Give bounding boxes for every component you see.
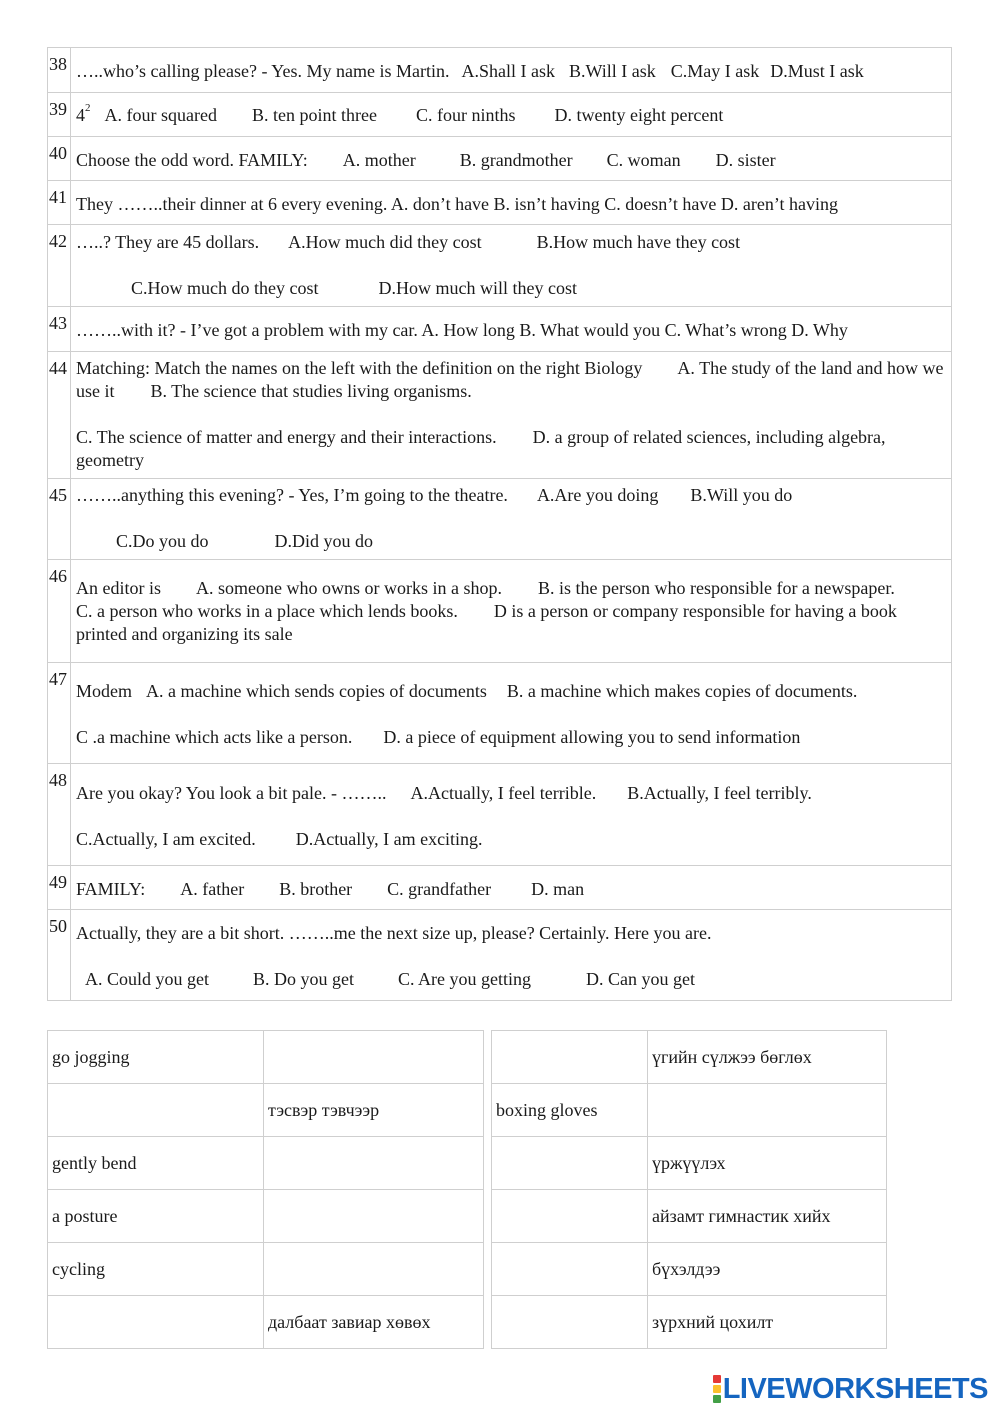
answer-option: D. man xyxy=(531,879,585,899)
question-text xyxy=(71,48,952,93)
question-stem: They ……..their dinner at 6 every evening. A. don’t have B. isn’t having C. doesn’t have D. aren’t having xyxy=(76,194,839,214)
answer-option: C .a machine which acts like a person. xyxy=(76,727,353,747)
question-stem: ……..anything this evening? - Yes, I’m going to the theatre. xyxy=(76,485,508,505)
answer-option: B. a machine which makes copies of documents. xyxy=(506,681,858,701)
vocab-row xyxy=(48,1296,887,1349)
question-number: 39 xyxy=(48,93,71,137)
question-stem: Are you okay? You look a bit pale. - …….. xyxy=(76,783,387,803)
question-stem: …..? They are 45 dollars. xyxy=(76,232,260,252)
question-row xyxy=(48,866,952,910)
question-stem: Choose the odd word. FAMILY: xyxy=(76,150,308,170)
question-text xyxy=(71,866,952,910)
question-number: 43 xyxy=(48,307,71,352)
question-number: 45 xyxy=(48,479,71,560)
answer-option: B. ten point three xyxy=(251,105,377,125)
answer-option: A. a machine which sends copies of documents xyxy=(146,681,487,701)
answer-option: A. Could you get xyxy=(85,969,209,989)
vocab-cell: айзамт гимнастик хийх xyxy=(648,1190,887,1243)
question-paragraph: Matching: Match the names on the left with the definition on the right Biology A. The study of the land and how we use it B. The science that studies living organisms. xyxy=(76,358,949,401)
vocab-blank-cell[interactable] xyxy=(264,1137,484,1190)
vocabulary-table xyxy=(47,1030,887,1349)
question-text xyxy=(71,560,985,663)
question-text xyxy=(71,181,952,225)
answer-option: B.Actually, I feel terribly. xyxy=(627,783,812,803)
question-stem: ……..with it? - I’ve got a problem with my car. A. How long B. What would you C. What’s wrong D. Why xyxy=(76,320,848,340)
question-row xyxy=(48,48,952,93)
question-number: 38 xyxy=(48,48,71,93)
question-row xyxy=(48,663,952,764)
question-number: 48 xyxy=(48,764,71,866)
vocab-blank-cell[interactable] xyxy=(492,1190,648,1243)
answer-option: B. brother xyxy=(279,879,353,899)
answer-option: D.How much will they cost xyxy=(378,278,577,298)
question-row xyxy=(48,764,952,866)
column-separator xyxy=(484,1243,492,1296)
question-text xyxy=(71,137,952,181)
question-text xyxy=(71,352,952,479)
answer-option: C.Do you do xyxy=(116,531,209,551)
answer-option: C.Actually, I am excited. xyxy=(76,829,256,849)
question-number: 49 xyxy=(48,866,71,910)
answer-option: C. Are you getting xyxy=(398,969,531,989)
question-number: 44 xyxy=(48,352,71,479)
vocab-cell: go jogging xyxy=(48,1031,264,1084)
question-expression: $4^2$ xyxy=(76,102,91,125)
question-text xyxy=(71,307,952,352)
column-separator xyxy=(484,1084,492,1137)
vocab-cell: cycling xyxy=(48,1243,264,1296)
vocab-blank-cell[interactable] xyxy=(492,1296,648,1349)
vocab-blank-cell[interactable] xyxy=(492,1031,648,1084)
vocab-blank-cell[interactable] xyxy=(48,1084,264,1137)
question-row xyxy=(48,479,952,560)
question-paragraph: C. The science of matter and energy and their interactions. D. a group of related sciences, including algebra, geometry xyxy=(76,427,891,470)
question-row xyxy=(48,225,952,307)
question-stem: Modem xyxy=(76,681,132,701)
question-number: 47 xyxy=(48,663,71,764)
answer-option: B.How much have they cost xyxy=(536,232,741,252)
logo-text: LIVEWORKSHEETS xyxy=(722,1372,988,1405)
vocab-blank-cell[interactable] xyxy=(648,1084,887,1137)
answer-option: A.Are you doing xyxy=(536,485,659,505)
question-text xyxy=(71,93,952,137)
questions-table xyxy=(47,47,985,1001)
vocab-cell: a posture xyxy=(48,1190,264,1243)
column-separator xyxy=(484,1190,492,1243)
question-text xyxy=(71,663,952,764)
vocab-blank-cell[interactable] xyxy=(492,1137,648,1190)
column-separator xyxy=(484,1296,492,1349)
vocab-cell: үржүүлэх xyxy=(648,1137,887,1190)
question-row xyxy=(48,307,952,352)
question-number: 41 xyxy=(48,181,71,225)
question-text xyxy=(71,910,952,1001)
answer-option: C.May I ask xyxy=(670,61,760,81)
answer-option: D. Can you get xyxy=(586,969,695,989)
question-row xyxy=(48,137,952,181)
vocab-blank-cell[interactable] xyxy=(264,1031,484,1084)
vocab-row xyxy=(48,1084,887,1137)
vocab-cell: тэсвэр тэвчээр xyxy=(264,1084,484,1137)
question-row xyxy=(48,910,952,1001)
answer-option: D.Must I ask xyxy=(770,61,864,81)
vocab-cell: үгийн сүлжээ бөглөх xyxy=(648,1031,887,1084)
column-separator xyxy=(484,1137,492,1190)
answer-option: A.How much did they cost xyxy=(288,232,482,252)
vocab-blank-cell[interactable] xyxy=(264,1243,484,1296)
question-text xyxy=(71,479,952,560)
liveworksheets-logo xyxy=(713,1374,988,1404)
logo-mark-icon xyxy=(713,1375,721,1403)
answer-option: A. father xyxy=(180,879,245,899)
column-separator xyxy=(484,1031,492,1084)
question-text xyxy=(71,225,952,307)
answer-option: A. four squared xyxy=(104,105,217,125)
question-number: 50 xyxy=(48,910,71,1001)
answer-option: C. four ninths xyxy=(415,105,516,125)
vocab-row xyxy=(48,1137,887,1190)
vocab-row xyxy=(48,1031,887,1084)
answer-option: C.How much do they cost xyxy=(131,278,319,298)
question-row xyxy=(48,93,952,137)
answer-option: D.Did you do xyxy=(274,531,374,551)
vocab-cell: далбаат завиар хөвөх xyxy=(264,1296,484,1349)
answer-option: D.Actually, I am exciting. xyxy=(295,829,483,849)
answer-option: C. grandfather xyxy=(387,879,492,899)
answer-option: B.Will you do xyxy=(690,485,793,505)
question-row xyxy=(48,181,952,225)
answer-option: B. grandmother xyxy=(459,150,573,170)
answer-option: A.Actually, I feel terrible. xyxy=(410,783,597,803)
question-stem: Actually, they are a bit short. ……..me the next size up, please? Certainly. Here you are. xyxy=(76,923,712,943)
question-number: 46 xyxy=(48,560,71,663)
vocab-cell: gently bend xyxy=(48,1137,264,1190)
question-row xyxy=(48,352,952,479)
question-stem: …..who’s calling please? - Yes. My name is Martin. xyxy=(76,61,450,81)
question-text xyxy=(71,764,952,866)
vocab-blank-cell[interactable] xyxy=(48,1296,264,1349)
vocab-cell: зүрхний цохилт xyxy=(648,1296,887,1349)
answer-option: B. Do you get xyxy=(253,969,354,989)
question-number: 42 xyxy=(48,225,71,307)
question-stem: FAMILY: xyxy=(76,879,146,899)
answer-option: D. sister xyxy=(715,150,776,170)
answer-option: C. woman xyxy=(606,150,681,170)
answer-option: A.Shall I ask xyxy=(461,61,555,81)
question-number: 40 xyxy=(48,137,71,181)
question-row xyxy=(48,560,952,663)
vocab-cell: бүхэлдээ xyxy=(648,1243,887,1296)
answer-option: D. twenty eight percent xyxy=(554,105,724,125)
vocab-cell: boxing gloves xyxy=(492,1084,648,1137)
vocab-row xyxy=(48,1243,887,1296)
vocab-row xyxy=(48,1190,887,1243)
question-paragraph: An editor is A. someone who owns or works in a shop. B. is the person who responsible for a newspaper. C. a person who works in a place which lends books. D is a person or company responsible for having a book printed and organizing its sale xyxy=(76,578,985,644)
vocab-blank-cell[interactable] xyxy=(264,1190,484,1243)
vocab-blank-cell[interactable] xyxy=(492,1243,648,1296)
answer-option: B.Will I ask xyxy=(568,61,656,81)
answer-option: A. mother xyxy=(342,150,416,170)
answer-option: D. a piece of equipment allowing you to send information xyxy=(383,727,801,747)
